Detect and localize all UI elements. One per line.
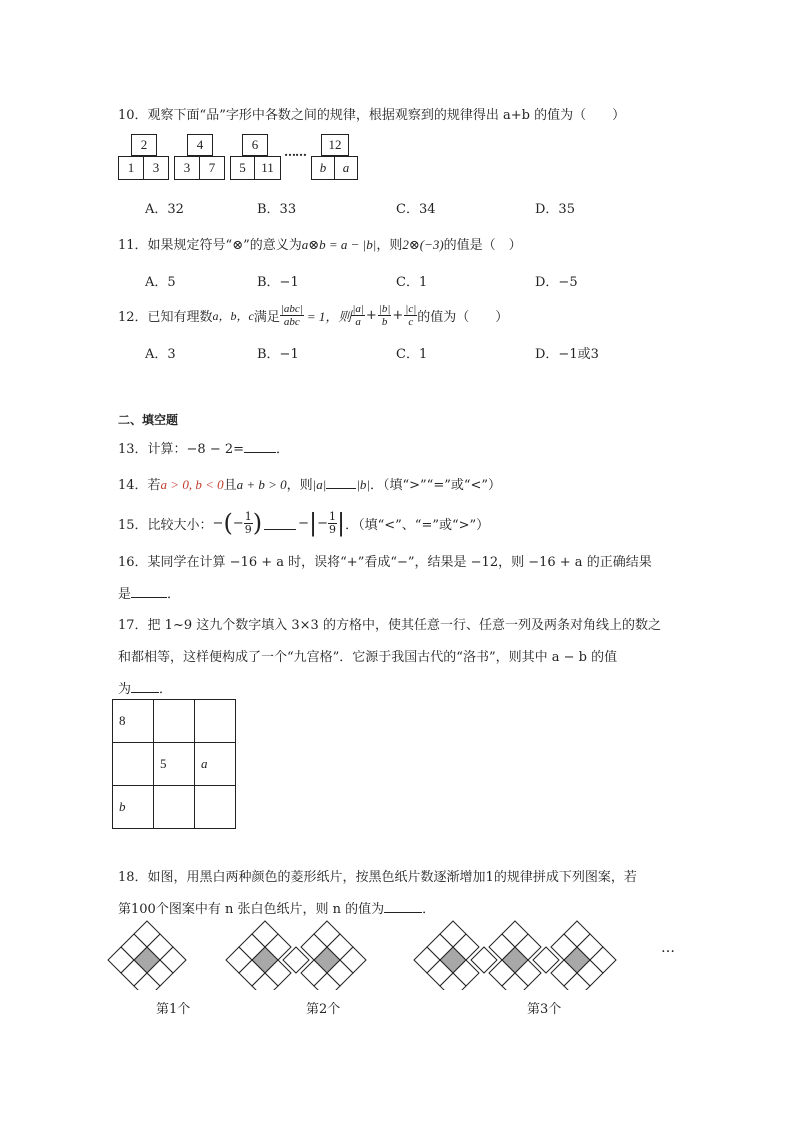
q13-text: 13．计算：−8 − 2= bbox=[118, 442, 245, 457]
grid-row bbox=[113, 743, 236, 786]
q12-cond-label: 满足 bbox=[253, 309, 280, 325]
q15-abs-right: | bbox=[337, 509, 346, 537]
q17-end: ． bbox=[159, 682, 173, 697]
q18-line2-text: 第100个图案中有 n 张白色纸片，则 n 的值为 bbox=[118, 902, 385, 917]
q10-text: 10．观察下面“品”字形中各数之间的规律，根据观察到的规律得出 a+b 的值为（ ） bbox=[118, 108, 626, 123]
magic-square-grid bbox=[112, 699, 236, 829]
q12-frac-b-num: |b| bbox=[378, 302, 391, 315]
grid-cell bbox=[195, 786, 236, 829]
q12-option-c[interactable]: C．1 bbox=[396, 347, 428, 362]
q12-cond-fraction bbox=[280, 303, 304, 328]
pattern-1 bbox=[108, 921, 186, 990]
q17-line2: 和都相等，这样便构成了一个“九宫格”．它源于我国古代的“洛书”，则其中 a − b 的值 bbox=[118, 650, 618, 665]
grid-row bbox=[113, 786, 236, 829]
q11-suffix: 的值是（ ） bbox=[443, 238, 522, 253]
q12-suffix: 的值为（ ） bbox=[417, 309, 509, 325]
q17-line1: 17．把 1~9 这九个数字填入 3×3 的方格中，使其任意一行、任意一列及两条对角线上的数之 bbox=[118, 618, 661, 633]
q12-stem bbox=[118, 300, 508, 330]
q15-suffix: ．（填“<”、“=”或“>”） bbox=[345, 517, 490, 533]
q15-right-paren: ) bbox=[252, 509, 263, 537]
q12-prefix: 12．已知有理数 bbox=[118, 309, 213, 325]
q11-middle: ，则 bbox=[376, 238, 403, 253]
q13-answer-blank[interactable] bbox=[244, 440, 276, 453]
q14-answer-blank[interactable] bbox=[326, 476, 356, 489]
pattern-2 bbox=[226, 921, 366, 990]
q14-stem bbox=[118, 474, 501, 493]
q12-frac-a-num: |a| bbox=[352, 302, 364, 315]
grid-cell bbox=[113, 743, 154, 786]
grid-cell bbox=[154, 786, 195, 829]
q15-lhs-fraction bbox=[244, 511, 253, 536]
q18-line2 bbox=[118, 898, 435, 917]
q12-frac-b-den: b bbox=[381, 315, 388, 328]
q15-rhs-num: 1 bbox=[329, 509, 337, 523]
q12-frac-c bbox=[404, 303, 417, 328]
q12-option-b[interactable]: B．−1 bbox=[257, 347, 299, 362]
q15-lhs-num: 1 bbox=[244, 509, 252, 523]
q16-line2 bbox=[118, 583, 180, 602]
q10-option-d[interactable]: D．35 bbox=[535, 202, 575, 217]
pattern-3 bbox=[414, 921, 616, 990]
q10-fig2-right: 7 bbox=[199, 156, 225, 180]
q14-lhs: |a| bbox=[312, 477, 327, 492]
q16-end: ． bbox=[167, 587, 181, 602]
q10-dots: …… bbox=[284, 145, 306, 159]
q10-fig4-top: 12 bbox=[321, 134, 349, 156]
q10-fig1-top: 2 bbox=[131, 134, 157, 156]
q10-fig4-left: b bbox=[311, 156, 335, 180]
q15-abs-left: | bbox=[309, 509, 318, 537]
q10-fig2-top: 4 bbox=[187, 134, 213, 156]
q12-frac-b bbox=[378, 303, 392, 328]
q18-ellipsis: … bbox=[661, 940, 675, 956]
q15-rhs-fraction bbox=[328, 511, 337, 536]
q10-fig2-left: 3 bbox=[174, 156, 200, 180]
q18-end: ． bbox=[422, 902, 436, 917]
caption-pattern-2: 第2个 bbox=[306, 1002, 341, 1017]
q14-cond: a > 0, b < 0 bbox=[160, 477, 224, 492]
q17-line3 bbox=[118, 678, 172, 697]
q12-cond-num: |abc| bbox=[280, 302, 303, 315]
caption-pattern-3: 第3个 bbox=[527, 1002, 562, 1017]
q15-answer-blank[interactable] bbox=[264, 517, 296, 530]
q12-option-a[interactable]: A．3 bbox=[145, 347, 176, 362]
q11-def: a⊗b = a − |b| bbox=[301, 237, 377, 252]
q15-prefix: 15．比较大小： bbox=[118, 517, 213, 533]
plus-sign: + bbox=[365, 307, 377, 323]
q10-fig3-right: 11 bbox=[254, 156, 281, 180]
q12-option-d[interactable]: D．−1或3 bbox=[535, 347, 599, 362]
grid-cell: b bbox=[113, 786, 154, 829]
q15-lhs-inner-sign: − bbox=[232, 515, 244, 531]
q12-cond-den: abc bbox=[283, 315, 300, 328]
grid-cell: a bbox=[195, 743, 236, 786]
q13-end: ． bbox=[276, 442, 290, 457]
q12-frac-a bbox=[351, 303, 365, 328]
q15-lhs-sign: − bbox=[212, 515, 224, 531]
q14-rhs: |b| bbox=[356, 477, 370, 492]
q13-stem bbox=[118, 438, 289, 457]
q10-fig3-top: 6 bbox=[242, 134, 268, 156]
q10-fig1-right: 3 bbox=[143, 156, 169, 180]
q14-then: ，则 bbox=[286, 478, 313, 493]
q11-option-b[interactable]: B．−1 bbox=[257, 275, 299, 290]
q11-option-d[interactable]: D．−5 bbox=[535, 275, 578, 290]
grid-cell: 5 bbox=[154, 743, 195, 786]
q16-line2-text: 是 bbox=[118, 587, 132, 602]
q10-option-a[interactable]: A．32 bbox=[145, 202, 184, 217]
q15-stem bbox=[118, 508, 489, 538]
caption-pattern-1: 第1个 bbox=[156, 1002, 191, 1017]
q18-line1: 18．如图，用黑白两种颜色的菱形纸片，按黑色纸片数逐渐增加1的规律拼成下列图案，若 bbox=[118, 870, 637, 885]
q11-option-a[interactable]: A．5 bbox=[145, 275, 176, 290]
q16-answer-blank[interactable] bbox=[131, 585, 167, 598]
q12-frac-c-den: c bbox=[408, 315, 414, 328]
q10-fig1-left: 1 bbox=[118, 156, 144, 180]
q10-fig3-left: 5 bbox=[230, 156, 255, 180]
q12-vars: a，b，c bbox=[212, 308, 254, 323]
q16-line1: 16．某同学在计算 −16 + a 时，误将“+”看成“−”，结果是 −12，则 −16 + a 的正确结果 bbox=[118, 555, 652, 570]
q11-stem bbox=[118, 234, 522, 253]
q11-option-c[interactable]: C．1 bbox=[396, 275, 428, 290]
q10-option-b[interactable]: B．33 bbox=[257, 202, 297, 217]
q15-rhs-sign: − bbox=[298, 515, 310, 531]
q10-fig4-right: a bbox=[334, 156, 358, 180]
q15-left-paren: ( bbox=[223, 509, 233, 537]
q15-rhs-den: 9 bbox=[329, 522, 337, 536]
grid-row bbox=[113, 700, 236, 743]
q11-prefix: 11．如果规定符号“⊗”的意义为 bbox=[118, 238, 302, 253]
q17-answer-blank[interactable] bbox=[131, 680, 159, 693]
q14-mid: 且 bbox=[223, 478, 237, 493]
q12-cond-rhs: = 1，则 bbox=[306, 308, 352, 324]
plus-sign: + bbox=[392, 307, 404, 323]
grid-cell bbox=[154, 700, 195, 743]
q15-rhs-inner-sign: − bbox=[317, 515, 329, 531]
section-title: 二、填空题 bbox=[118, 413, 179, 427]
q11-expr: 2⊗(−3) bbox=[402, 237, 444, 252]
grid-cell bbox=[195, 700, 236, 743]
q15-lhs-den: 9 bbox=[244, 522, 252, 536]
q14-prefix: 14．若 bbox=[118, 478, 161, 493]
q12-frac-a-den: a bbox=[355, 315, 361, 328]
q18-answer-blank[interactable] bbox=[384, 900, 422, 913]
q14-suffix: ．（填“>”“=”或“<”） bbox=[369, 478, 502, 493]
q14-cond2: a + b > 0 bbox=[236, 477, 287, 492]
q17-line3-text: 为 bbox=[118, 682, 132, 697]
q10-option-c[interactable]: C．34 bbox=[396, 202, 436, 217]
grid-cell: 8 bbox=[113, 700, 154, 743]
q12-frac-c-num: |c| bbox=[405, 302, 417, 315]
